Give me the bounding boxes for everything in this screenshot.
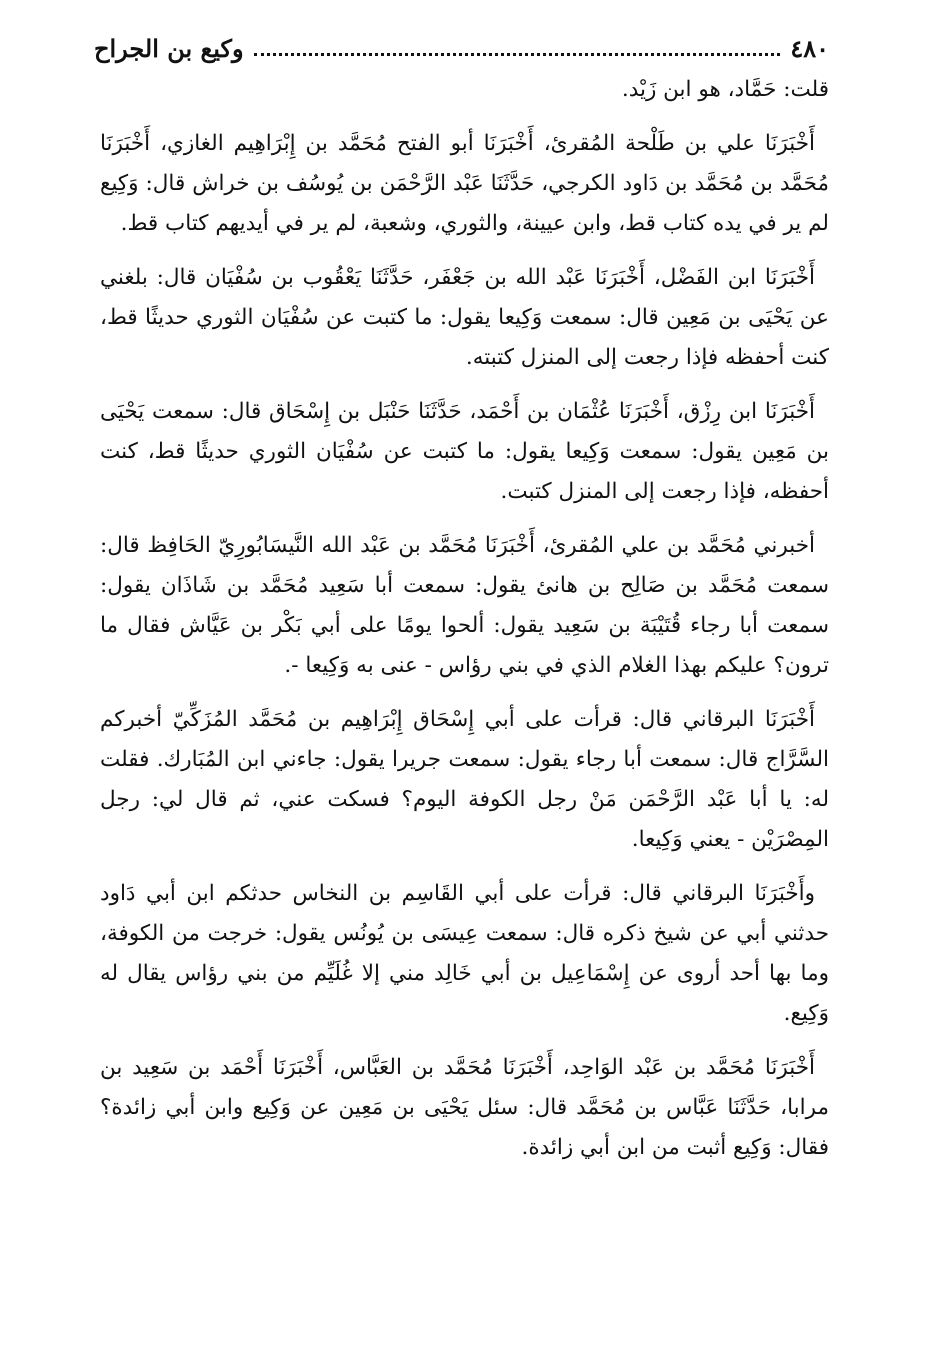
- paragraph: أَخْبَرَنَا ابن رِزْق، أَخْبَرَنَا عُثْمَان بن أَحْمَد، حَدَّثَنَا حَنْبَل بن إِسْحَاق قال: سمعت يَحْيَى بن مَعِين يقول: سمعت وَكِيعا يقول: ما كتبت عن سُفْيَان الثوري حديثًا قط، كنت أحفظه، فإذا رجعت إلى المنزل كتبت.: [100, 399, 829, 504]
- paragraph: أَخْبَرَنَا مُحَمَّد بن عَبْد الوَاحِد، أَخْبَرَنَا مُحَمَّد بن العَبَّاس، أَخْبَرَنَا أَحْمَد بن سَعِيد بن مرابا، حَدَّثَنَا عَبَّاس بن مُحَمَّد قال: سئل يَحْيَى بن مَعِين عن وَكِيع وابن أبي زائدة؟ فقال: وَكِيع أثبت من ابن أبي زائدة.: [100, 1055, 829, 1160]
- page-header: [94, 28, 829, 68]
- paragraph: وأَخْبَرَنَا البرقاني قال: قرأت على أبي القَاسِم بن النخاس حدثكم ابن أبي دَاود حدثني أبي عن شيخ ذكره قال: سمعت عِيسَى بن يُونُس يقول: خرجت من الكوفة، وما بها أحد أروى عن إِسْمَاعِيل بن أبي خَالِد مني إلا غُلَيِّم من بني رؤاس يقال له وَكِيع.: [100, 881, 829, 1026]
- paragraph: أَخْبَرَنَا البرقاني قال: قرأت على أبي إِسْحَاق إِبْرَاهِيم بن مُحَمَّد المُزَكِّيّ أخبركم السَّرَّاج قال: سمعت أبا رجاء يقول: سمعت جريرا يقول: جاءني ابن المُبَارك. فقلت له: يا أبا عَبْد الرَّحْمَن مَنْ رجل الكوفة اليوم؟ فسكت عني، ثم قال لي: رجل المِصْرَيْن - يعني وَكِيعا.: [100, 707, 829, 852]
- paragraph: أخبرني مُحَمَّد بن علي المُقرئ، أَخْبَرَنَا مُحَمَّد بن عَبْد الله النَّيسَابُورِيّ الحَافِظ قال: سمعت مُحَمَّد بن صَالِح بن هانئ يقول: سمعت أبا سَعِيد مُحَمَّد بن شَاذَان يقول: سمعت أبا رجاء قُتَيْبَة بن سَعِيد يقول: ألحوا يومًا على أبي بَكْر بن عَيَّاش فقال ما ترون؟ عليكم بهذا الغلام الذي في بني رؤاس - عنى به وَكِيعا -.: [100, 533, 829, 678]
- dotted-leader: [254, 53, 781, 56]
- page-number: ٤٨٠: [790, 33, 829, 63]
- paragraph: أَخْبَرَنَا ابن الفَضْل، أَخْبَرَنَا عَبْد الله بن جَعْفَر، حَدَّثَنَا يَعْقُوب بن سُفْيَان قال: بلغني عن يَحْيَى بن مَعِين قال: سمعت وَكِيعا يقول: ما كتبت عن سُفْيَان الثوري حديثًا قط، كنت أحفظه فإذا رجعت إلى المنزل كتبته.: [100, 265, 829, 370]
- paragraph: أَخْبَرَنَا علي بن طَلْحة المُقرئ، أَخْبَرَنَا أبو الفتح مُحَمَّد بن إِبْرَاهِيم الغازي، أَخْبَرَنَا مُحَمَّد بن مُحَمَّد بن دَاود الكرجي، حَدَّثَنَا عَبْد الرَّحْمَن بن يُوسُف بن خراش قال: وَكِيع لم ير في يده كتاب قط، وابن عيينة، والثوري، وشعبة، لم ير في أيديهم كتاب قط.: [100, 131, 829, 236]
- page-body: [100, 70, 829, 1182]
- running-title: وكيع بن الجراح: [94, 33, 244, 63]
- paragraph: قلت: حَمَّاد، هو ابن زَيْد.: [621, 77, 829, 102]
